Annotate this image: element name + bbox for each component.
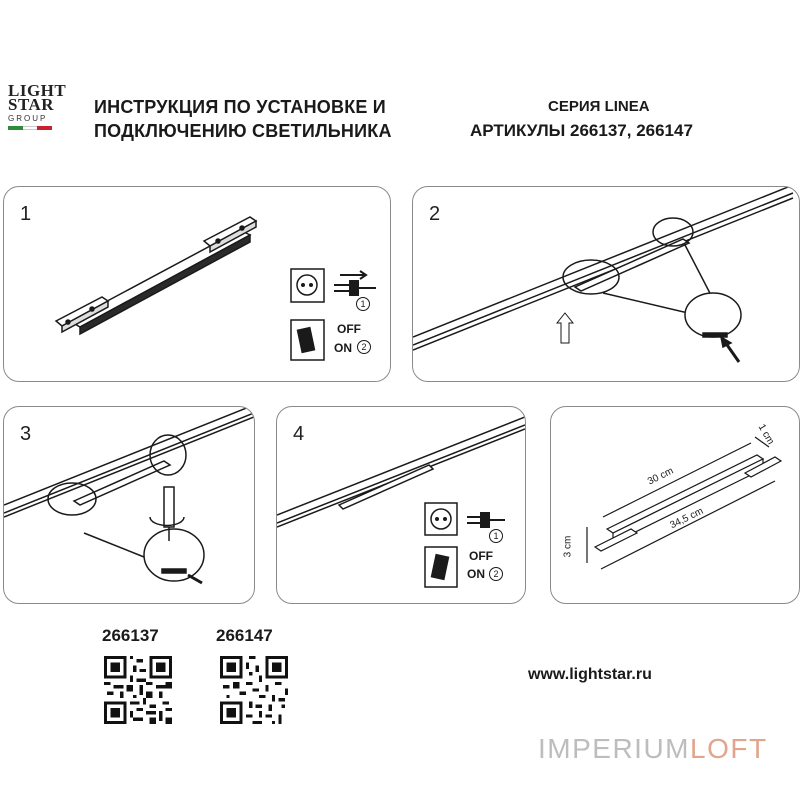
qr-label-266137: 266137 — [102, 626, 159, 645]
step-3-panel — [3, 406, 255, 604]
magnifier-right — [150, 435, 186, 475]
power-socket-icon — [425, 503, 457, 535]
document-title — [94, 95, 392, 143]
dimension-height: 3 cm — [562, 535, 574, 558]
step-1-illustration — [4, 187, 390, 381]
step-number: 1 — [20, 203, 32, 225]
articles-label: АРТИКУЛЫ 266137, 266147 — [470, 121, 693, 140]
switch-off-label: OFF — [469, 549, 493, 563]
step-badge-2: 2 — [357, 340, 371, 354]
flag-red — [37, 126, 52, 130]
step-4-panel — [276, 406, 526, 604]
italian-flag-icon — [8, 126, 52, 130]
qr-code-icon — [220, 656, 288, 724]
step-number: 3 — [20, 423, 32, 445]
step-badge-2: 2 — [489, 567, 503, 581]
step-badge-1: 1 — [356, 297, 370, 311]
switch-off-label: OFF — [337, 322, 361, 336]
step-1-panel — [3, 186, 391, 382]
qr-code-266137[interactable] — [104, 656, 172, 729]
step-number: 4 — [293, 423, 305, 445]
qr-code-icon — [104, 656, 172, 724]
switch-on-label: ON — [334, 341, 352, 355]
watermark-part-2: LOFT — [690, 733, 768, 764]
detail-circle — [685, 293, 741, 337]
step-3-illustration — [4, 407, 254, 603]
track-rail-line — [4, 407, 254, 505]
fixture-side-face — [80, 235, 250, 334]
series-label: СЕРИЯ LINEA — [548, 98, 650, 115]
track-rail-line — [277, 417, 525, 515]
step-badge-1: 1 — [489, 529, 503, 543]
watermark — [538, 733, 768, 765]
step-number: 2 — [429, 203, 441, 225]
power-socket-icon — [291, 269, 324, 302]
qr-code-266147[interactable] — [220, 656, 288, 729]
step-2-panel — [412, 186, 800, 382]
logo-word-group: GROUP — [8, 114, 48, 123]
dimensions-panel — [550, 406, 800, 604]
title-line-1: ИНСТРУКЦИЯ ПО УСТАНОВКЕ И — [94, 97, 386, 117]
leader-line — [84, 533, 144, 557]
flag-white — [23, 126, 38, 130]
up-arrow-icon — [557, 313, 573, 343]
push-arrow-icon — [188, 575, 202, 583]
unplug-arrow-icon — [334, 271, 376, 295]
watermark-part-1: IMPERIUM — [538, 733, 690, 764]
logo-word-star: STAR — [8, 95, 55, 114]
step-4-illustration — [277, 407, 525, 603]
step-2-illustration — [413, 187, 799, 381]
qr-label-266147: 266147 — [216, 626, 273, 645]
dimension-width: 1 cm — [755, 422, 777, 447]
dimension-length-total: 34,5 cm — [668, 505, 706, 532]
dimension-length-inner: 30 cm — [645, 465, 676, 488]
plug-in-icon — [467, 513, 505, 527]
logo-word-light: LIGHT — [8, 81, 67, 100]
leader-line-2 — [685, 245, 713, 299]
title-line-2: ПОДКЛЮЧЕНИЮ СВЕТИЛЬНИКА — [94, 121, 392, 141]
brand-logo — [8, 81, 67, 154]
flag-green — [8, 126, 23, 130]
light-switch-icon — [425, 547, 457, 587]
website-link[interactable]: www.lightstar.ru — [528, 666, 652, 683]
light-switch-icon — [291, 320, 324, 360]
screwdriver-icon — [164, 487, 174, 527]
switch-on-label: ON — [467, 567, 485, 581]
